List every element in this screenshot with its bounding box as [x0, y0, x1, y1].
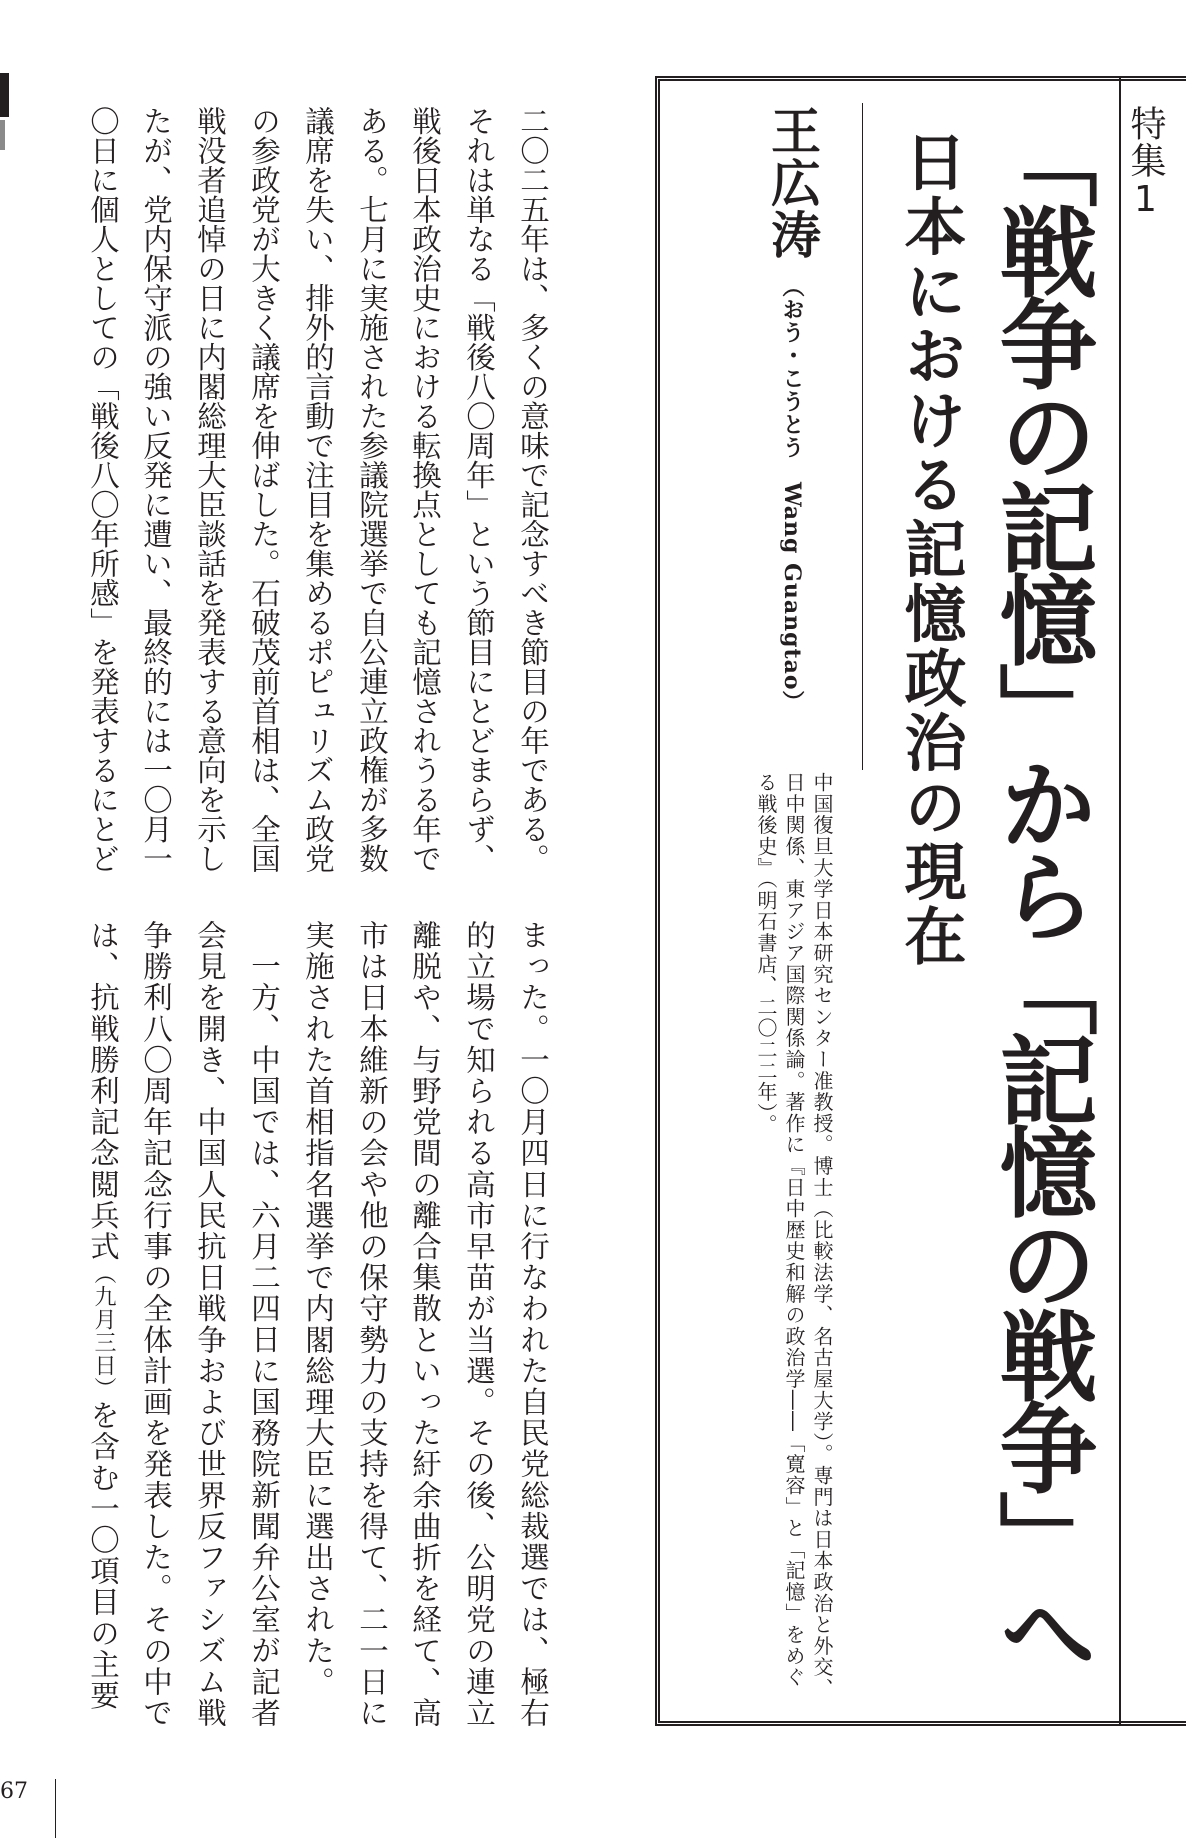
body-column: 会見を開き、中国人民抗日戦争および世界反ファシズム戦: [193, 920, 227, 1729]
author-bio-line: る戦後史』（明石書店、二〇二二年）。: [754, 772, 778, 1136]
body-text-run: を含む一〇項目の主要: [86, 1400, 120, 1712]
body-column: 争勝利八〇周年記念行事の全体計画を発表した。その中で: [139, 920, 173, 1729]
body-column: 市は日本維新の会や他の保守勢力の支持を得て、二一日に: [355, 920, 389, 1729]
page-edge-mark: [0, 73, 9, 117]
author-bio-line: 中国復旦大学日本研究センター准教授。博士（比較法学、名古屋大学）。専門は日本政治と外交、: [810, 772, 834, 1700]
body-text-run: は、抗戦勝利記念閲兵式: [86, 920, 120, 1263]
article-title: 「戦争の記憶」から「記憶の戦争」へ: [983, 110, 1098, 1674]
body-column: 戦没者追悼の日に内閣総理大臣談話を発表する意向を示し: [193, 106, 227, 873]
date-note: （九月三日）: [91, 1262, 116, 1401]
author-name: 王広涛: [763, 105, 821, 261]
body-column: たが、党内保守派の強い反発に遭い、最終的には一〇月一: [139, 106, 173, 873]
body-column: まった。一〇月四日に行なわれた自民党総裁選では、極右: [516, 920, 550, 1729]
folio-rule: [55, 1779, 56, 1838]
page-edge-fragment: [0, 120, 5, 150]
body-column: 〇日に個人としての「戦後八〇年所感」を発表するにとど: [86, 106, 120, 873]
body-column: 実施された首相指名選挙で内閣総理大臣に選出された。: [301, 920, 335, 1698]
feature-label-divider: [1119, 76, 1121, 1726]
body-column: 戦後日本政治史における転換点としても記憶されうる年で: [408, 106, 442, 873]
author-reading: （おう・こうとう Wang Guangtao）: [779, 275, 805, 714]
body-column: ある。七月に実施された参議院選挙で自公連立政権が多数: [355, 106, 389, 873]
body-column: の参政党が大きく議席を伸ばした。石破茂前首相は、全国: [247, 106, 281, 873]
author-bio-line: 日中関係、東アジア国際関係論。著作に『日中歴史和解の政治学――「寛容」と「記憶」をめぐ: [782, 772, 806, 1688]
body-column: それは単なる「戦後八〇周年」という節目にとどまらず、: [462, 106, 496, 873]
body-column: [86, 920, 120, 1712]
feature-label: 特集1: [1125, 105, 1166, 221]
author-divider-rule: [862, 103, 863, 770]
body-column: 的立場で知られる高市早苗が当選。その後、公明党の連立: [462, 920, 496, 1729]
body-column: 離脱や、与野党間の離合集散といった紆余曲折を経て、高: [408, 920, 442, 1729]
body-column-paragraph-start: 一方、中国では、六月二四日に国務院新聞弁公室が記者: [247, 951, 281, 1729]
article-subtitle: 日本における記憶政治の現在: [894, 130, 967, 969]
body-column: 議席を失い、排外的言動で注目を集めるポピュリズム政党: [301, 106, 335, 873]
body-column: 二〇二五年は、多くの意味で記念すべき節目の年である。: [516, 106, 550, 873]
page-number: 67: [0, 1779, 28, 1804]
